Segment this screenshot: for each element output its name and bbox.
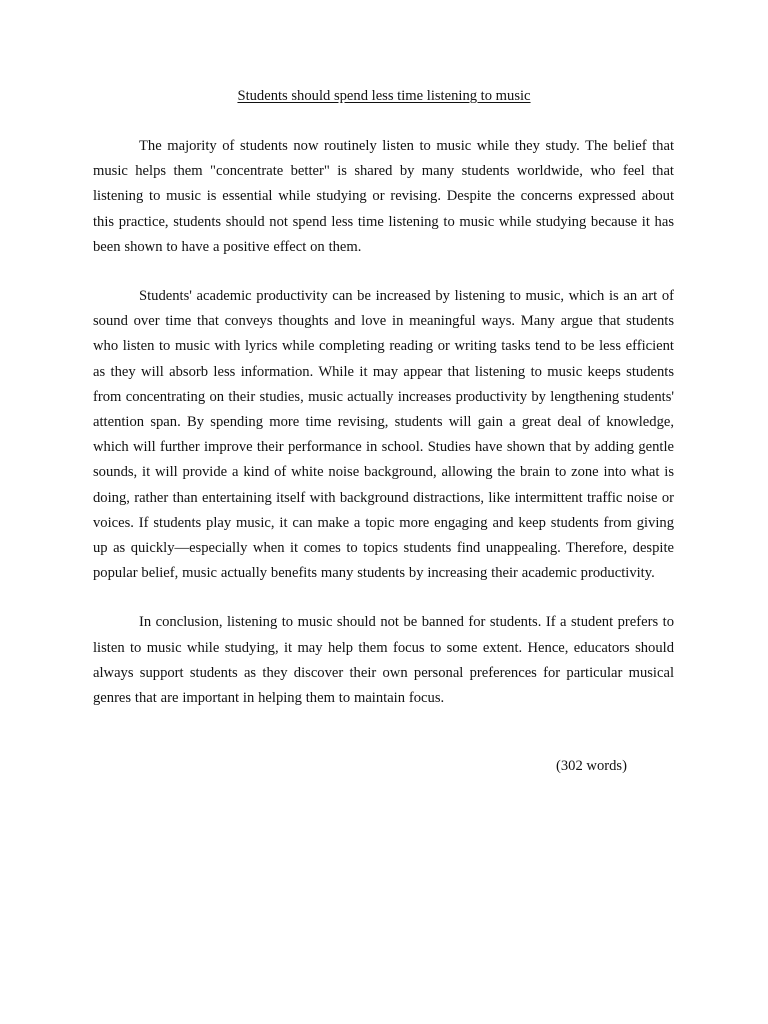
essay-title: Students should spend less time listening to music bbox=[237, 88, 531, 104]
paragraph-body: Students' academic productivity can be increased by listening to music, which is an art of sound over time that conveys thoughts and love in meaningful ways. Many argue that students who listen to music with lyrics while completing reading or writing tasks tend to be less efficient as they will absorb less information. While it may appear that listening to music keeps students from concentrating on their studies, music actually increases productivity by lengthening students' attention span. By spending more time revising, students will gain a great deal of knowledge, which will further improve their performance in school. Studies have shown that by adding gentle sounds, it will provide a kind of white noise background, allowing the brain to zone into what is doing, rather than entertaining itself with background distractions, like intermittent traffic noise or voices. If students play music, it can make a topic more engaging and keep students from giving up as quickly—especially when it comes to topics students find unappealing. Therefore, despite popular belief, music actually benefits many students by increasing their academic productivity. bbox=[93, 288, 674, 582]
paragraph-introduction: The majority of students now routinely listen to music while they study. The belief that music helps them "concentrate better" is shared by many students worldwide, who feel that listening to music is essential while studying or revising. Despite the concerns expressed about this practice, students should not spend less time listening to music while studying because it has been shown to have a positive effect on them. bbox=[93, 138, 674, 255]
paragraph-conclusion: In conclusion, listening to music should not be banned for students. If a student prefers to listen to music while studying, it may help them focus to some extent. Hence, educators should always support students as they discover their own personal preferences for particular musical genres that are important in helping them to maintain focus. bbox=[93, 614, 674, 707]
word-count: (302 words) bbox=[556, 758, 627, 774]
essay-body bbox=[93, 134, 674, 735]
